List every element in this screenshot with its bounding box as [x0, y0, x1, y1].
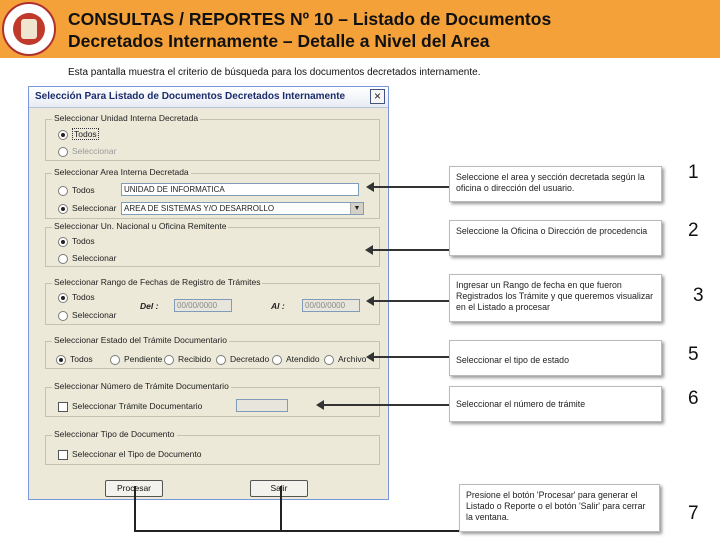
dialog-title: Selección Para Listado de Documentos Decretados Internamente [35, 91, 346, 102]
group-oficina-label: Seleccionar Un. Nacional u Oficina Remitente [54, 221, 227, 231]
callout-1: Seleccione el area y sección decretada según la oficina o dirección del usuario. [449, 166, 662, 202]
callout-3: Ingresar un Rango de fecha en que fueron Registrados los Trámite y que queremos visualizar en el Listado a procesar [449, 274, 662, 322]
checkbox-numero[interactable] [58, 401, 202, 412]
group-estado [45, 335, 380, 369]
radio-label: Seleccionar [72, 310, 117, 320]
seal-logo [2, 2, 56, 56]
callout-6: Presione el botón 'Procesar' para generar el Listado o Reporte o el botón 'Salir' para cerrar la ventana. [459, 484, 660, 532]
callout-number-3: 3 [693, 285, 704, 306]
group-unidad-label: Seleccionar Unidad Interna Decretada [54, 113, 199, 123]
radio-icon [324, 355, 334, 365]
group-area-label: Seleccionar Area Interna Decretada [54, 167, 189, 177]
radio-label: Decretado [230, 354, 270, 364]
radio-icon [58, 293, 68, 303]
process-button[interactable]: Procesar [105, 480, 163, 497]
group-oficina [45, 221, 380, 267]
radio-fechas-seleccionar[interactable] [58, 310, 116, 321]
radio-area-seleccionar[interactable] [58, 203, 116, 214]
title-line-2: Decretados Internamente – Detalle a Nivel del Area [68, 31, 490, 51]
group-numero [45, 381, 380, 417]
radio-icon [56, 355, 66, 365]
close-button[interactable]: × [370, 89, 385, 104]
radio-oficina-seleccionar[interactable] [58, 253, 116, 264]
checkbox-label: Seleccionar Trámite Documentario [72, 401, 203, 411]
arrow-icon [372, 249, 449, 251]
radio-label: Atendido [286, 354, 320, 364]
radio-icon [58, 186, 68, 196]
group-area [45, 167, 380, 219]
radio-icon [58, 311, 68, 321]
radio-estado-atendido[interactable] [272, 354, 320, 365]
radio-estado-decretado[interactable] [216, 354, 269, 365]
del-label: Del : [140, 301, 159, 311]
date-to-field[interactable]: 00/00/0000 [302, 299, 360, 312]
connector-line [134, 486, 136, 532]
group-estado-label: Seleccionar Estado del Trámite Documentario [54, 335, 227, 345]
page-title [68, 8, 551, 52]
arrow-icon [373, 300, 449, 302]
radio-icon [110, 355, 120, 365]
date-from-field[interactable]: 00/00/0000 [174, 299, 232, 312]
callout-number-1: 1 [688, 162, 699, 183]
callout-number-6: 6 [688, 388, 699, 409]
radio-unidad-todos[interactable] [58, 129, 99, 140]
exit-button[interactable]: Salir [250, 480, 308, 497]
arrow-icon [373, 186, 449, 188]
group-unidad [45, 113, 380, 161]
radio-icon [58, 147, 68, 157]
group-numero-label: Seleccionar Número de Trámite Documentario [54, 381, 229, 391]
radio-label: Recibido [178, 354, 212, 364]
callout-5: Seleccionar el número de trámite [449, 386, 662, 422]
radio-oficina-todos[interactable] [58, 236, 95, 247]
radio-icon [58, 254, 68, 264]
group-fechas [45, 277, 380, 325]
radio-icon [164, 355, 174, 365]
numero-tramite-field[interactable] [236, 399, 288, 412]
radio-estado-archivo[interactable] [324, 354, 366, 365]
area-dropdown[interactable] [121, 202, 364, 215]
page-subtitle: Esta pantalla muestra el criterio de búsqueda para los documentos decretados internamente. [68, 67, 481, 78]
radio-icon [272, 355, 282, 365]
radio-icon [58, 130, 68, 140]
radio-fechas-todos[interactable] [58, 292, 95, 303]
callout-4: Seleccionar el tipo de estado [449, 340, 662, 376]
radio-icon [58, 204, 68, 214]
radio-estado-todos[interactable] [56, 354, 93, 365]
radio-label: Seleccionar [72, 146, 117, 156]
radio-label: Todos [72, 185, 95, 195]
radio-label: Todos [74, 129, 97, 139]
radio-label: Todos [70, 354, 93, 364]
checkbox-label: Seleccionar el Tipo de Documento [72, 449, 202, 459]
group-tipo-label: Seleccionar Tipo de Documento [54, 429, 175, 439]
connector-line [280, 486, 282, 532]
radio-label: Pendiente [124, 354, 163, 364]
callout-2: Seleccione la Oficina o Dirección de procedencia [449, 220, 662, 256]
radio-label: Archivo [338, 354, 367, 364]
dialog-titlebar [29, 87, 388, 108]
unidad-field[interactable]: UNIDAD DE INFORMATICA [121, 183, 359, 196]
radio-icon [216, 355, 226, 365]
chevron-down-icon[interactable]: ▼ [350, 203, 363, 214]
connector-line [134, 530, 459, 532]
radio-label: Todos [72, 292, 95, 302]
radio-icon [58, 237, 68, 247]
group-fechas-label: Seleccionar Rango de Fechas de Registro de Trámites [54, 277, 261, 287]
callout-number-5: 5 [688, 344, 699, 365]
group-tipo [45, 429, 380, 465]
callout-number-7: 7 [688, 503, 699, 524]
radio-label: Seleccionar [72, 203, 117, 213]
radio-area-todos[interactable] [58, 185, 95, 196]
al-label: Al : [271, 301, 285, 311]
radio-label: Todos [72, 236, 95, 246]
area-dropdown-value: AREA DE SISTEMAS Y/O DESARROLLO [124, 204, 275, 213]
title-line-1: CONSULTAS / REPORTES Nº 10 – Listado de Documentos [68, 9, 552, 29]
selection-dialog [28, 86, 389, 500]
callout-number-2: 2 [688, 220, 699, 241]
radio-estado-recibido[interactable] [164, 354, 211, 365]
checkbox-tipo[interactable] [58, 449, 201, 460]
radio-label: Seleccionar [72, 253, 117, 263]
checkbox-icon [58, 402, 68, 412]
arrow-icon [323, 404, 449, 406]
radio-estado-pendiente[interactable] [110, 354, 162, 365]
arrow-icon [373, 356, 449, 358]
radio-unidad-seleccionar[interactable] [58, 146, 116, 157]
checkbox-icon [58, 450, 68, 460]
